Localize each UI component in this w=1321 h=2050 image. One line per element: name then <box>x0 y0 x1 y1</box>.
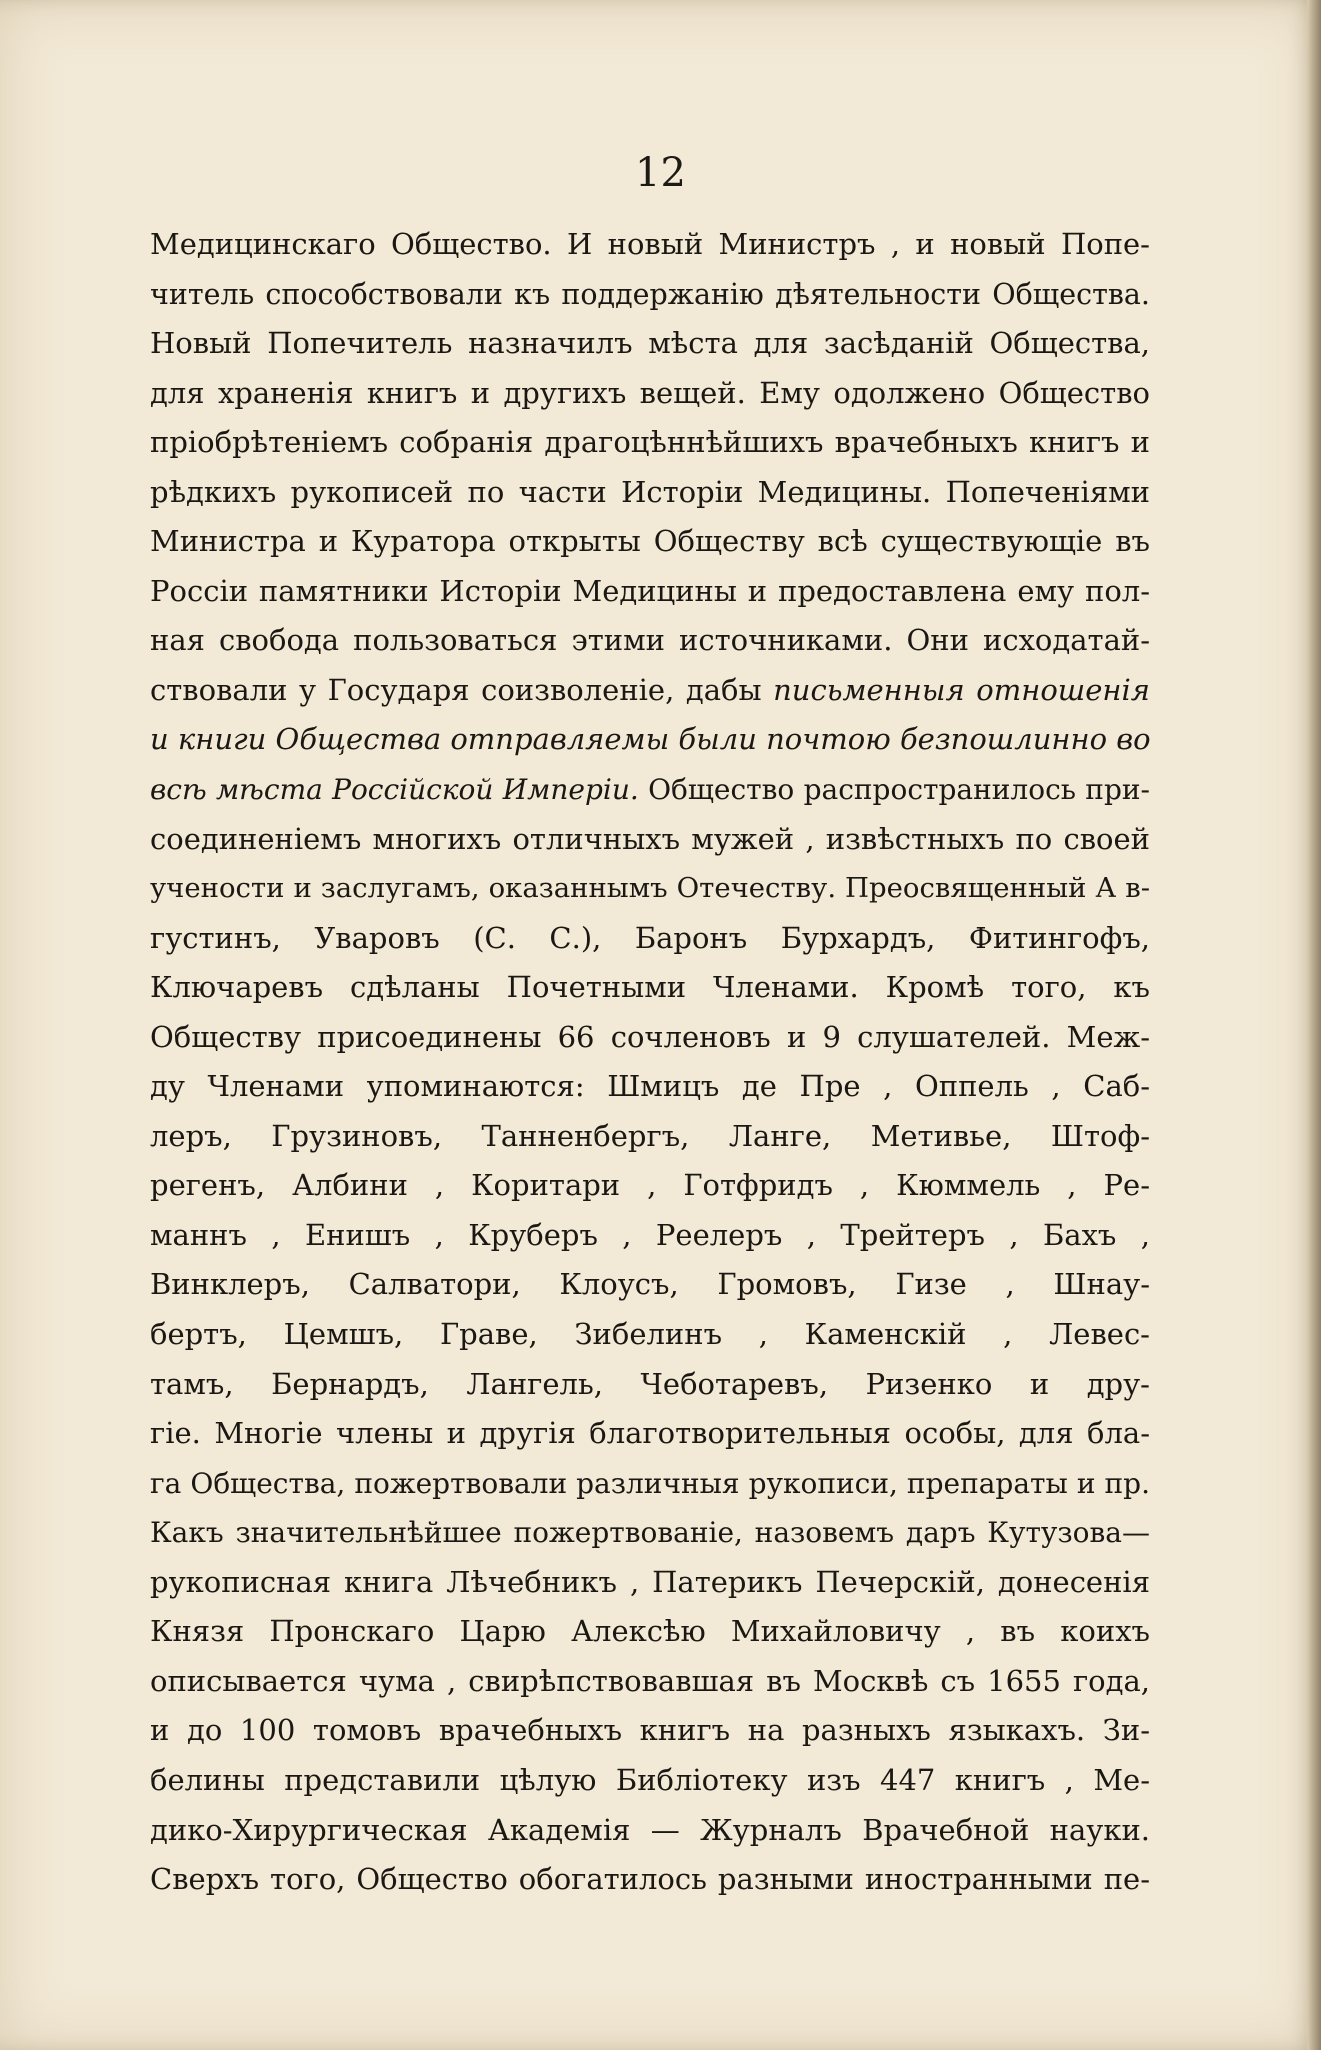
text-line: Медицинскаго Общество. И новый Министръ , и новый Попе- <box>150 227 1150 261</box>
text-line: дико-Хирургическая Академія — Журналъ Врачебной науки. <box>150 1812 1150 1847</box>
text-line: густинъ, Уваровъ (С. С.), Баронъ Бурхардъ, Фитингофъ, <box>150 920 1150 955</box>
text-line-italic: и книги Общества отправляемы были почтою безпошлинно во <box>150 722 1151 757</box>
text-line: тамъ, Бернардъ, Лангель, Чеботаревъ, Ризенко и дру- <box>150 1366 1150 1401</box>
text-line: соединеніемъ многихъ отличныхъ мужей , извѣстныхъ по своей <box>150 821 1150 856</box>
body-text <box>150 220 1150 1905</box>
text-segment: Общество распространилось при- <box>648 773 1150 807</box>
italic-segment: всѣ мѣста Россійской Имперіи. <box>150 773 639 807</box>
text-line: Сверхъ того, Общество обогатилось разными иностранными пе- <box>150 1862 1150 1897</box>
text-line: для храненія книгъ и другихъ вещей. Ему одолжено Общество <box>150 375 1150 410</box>
page-number: 12 <box>635 150 686 196</box>
text-line: учености и заслугамъ, оказаннымъ Отечеству. Преосвященный А в- <box>150 872 1150 905</box>
page-edge-shadow <box>1307 0 1321 2050</box>
text-line: и до 100 томовъ врачебныхъ книгъ на разныхъ языкахъ. Зи- <box>150 1713 1150 1748</box>
italic-segment: письменныя отношенія <box>773 672 1150 707</box>
text-line: маннъ , Енишъ , Круберъ , Реелеръ , Трейтеръ , Бахъ , <box>150 1217 1150 1252</box>
text-line: Министра и Куратора открыты Обществу всѣ существующіе въ <box>150 524 1150 559</box>
text-line: га Общества, пожертвовали различныя рукописи, препараты и пр. <box>150 1466 1150 1500</box>
text-line: Россіи памятники Исторіи Медицины и предоставлена ему пол- <box>150 573 1150 608</box>
text-line: Обществу присоединены 66 сочленовъ и 9 слушателей. Меж- <box>150 1019 1150 1054</box>
text-line: леръ, Грузиновъ, Танненбергъ, Ланге, Метивье, Штоф- <box>150 1118 1150 1153</box>
text-line: белины представили цѣлую Библіотеку изъ 447 книгъ , Ме- <box>150 1762 1150 1797</box>
text-line: гіе. Многіе члены и другія благотворительныя особы, для бла- <box>150 1416 1150 1451</box>
text-line: рѣдкихъ рукописей по части Исторіи Медицины. Попеченіями <box>150 474 1150 509</box>
text-line: Ключаревъ сдѣланы Почетными Членами. Кромѣ того, къ <box>150 970 1150 1005</box>
text-line-mixed <box>150 765 1150 815</box>
text-line: пріобрѣтеніемъ собранія драгоцѣннѣйшихъ врачебныхъ книгъ и <box>150 425 1150 460</box>
text-line: регенъ, Албини , Коритари , Готфридъ , Кюммель , Ре- <box>150 1168 1150 1203</box>
text-line: Князя Пронскаго Царю Алексѣю Михайловичу , въ коихъ <box>150 1614 1150 1649</box>
text-segment: ствовали у Государя соизволеніе, дабы <box>150 672 762 707</box>
text-line: описывается чума , свирѣпствовавшая въ Москвѣ съ 1655 года, <box>150 1663 1150 1698</box>
text-line: Какъ значительнѣйшее пожертвованіе, назовемъ даръ Кутузова— <box>150 1516 1150 1550</box>
text-line: рукописная книга Лѣчебникъ , Патерикъ Печерскій, донесенія <box>150 1564 1150 1599</box>
text-line: Новый Попечитель назначилъ мѣста для засѣданій Общества, <box>150 326 1150 361</box>
text-line: бертъ, Цемшъ, Граве, Зибелинъ , Каменскій , Левес- <box>150 1317 1150 1352</box>
text-line: ду Членами упоминаются: Шмицъ де Пре , Оппель , Саб- <box>150 1069 1150 1104</box>
text-line-mixed <box>150 666 1150 716</box>
text-line: читель способствовали къ поддержанію дѣятельности Общества. <box>150 277 1150 311</box>
text-line: ная свобода пользоваться этими источниками. Они исходатай- <box>150 623 1150 658</box>
text-line: Винклеръ, Салватори, Клоусъ, Громовъ, Гизе , Шнау- <box>150 1267 1150 1302</box>
